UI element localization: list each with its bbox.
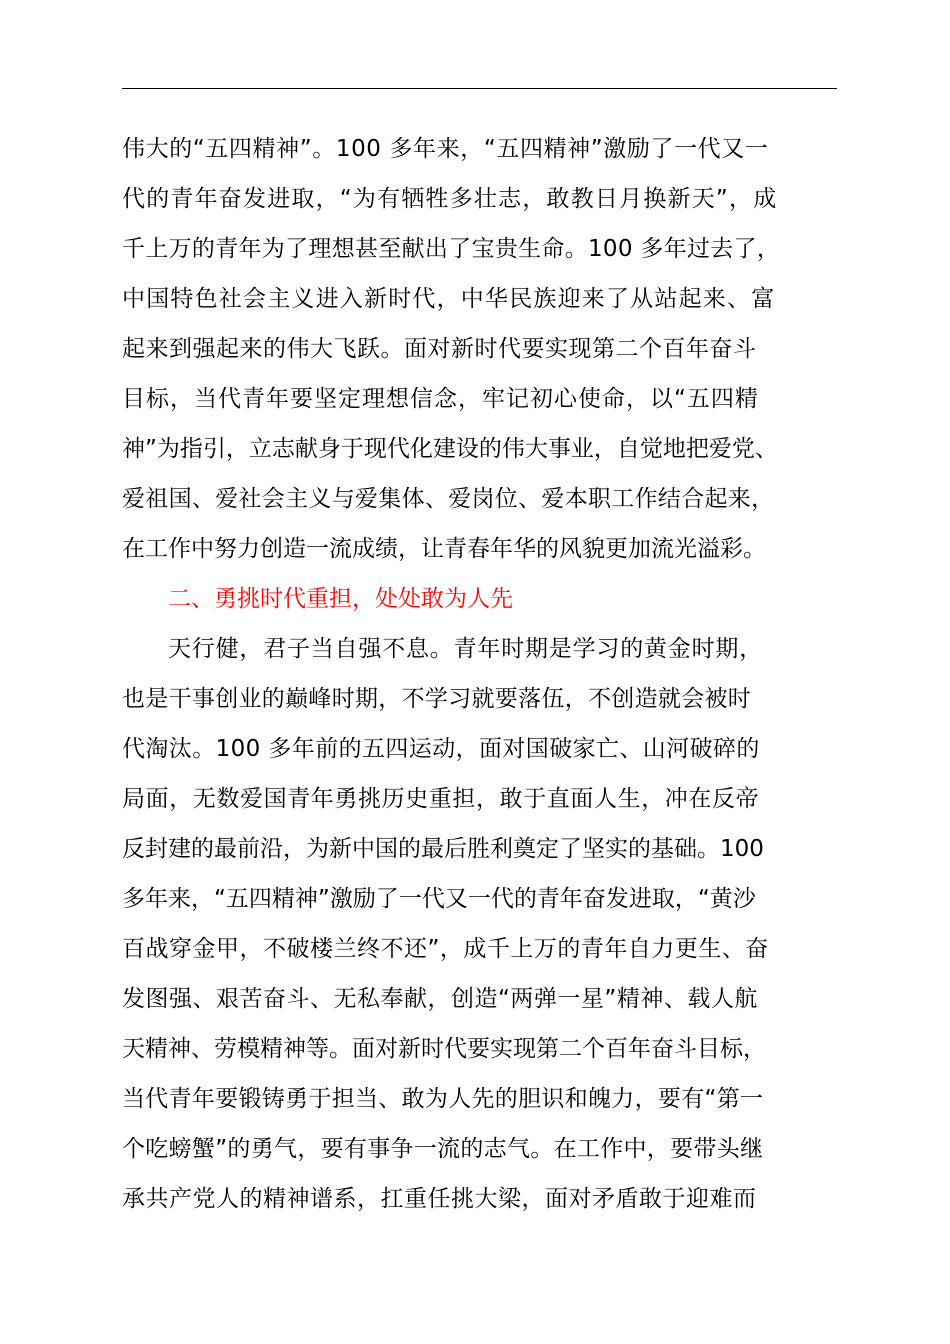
text-line: 天精神、劳模精神等。面对新时代要实现第二个百年奋斗目标，	[122, 1036, 766, 1062]
text-line: 也是干事创业的巅峰时期，不学习就要落伍，不创造就会被时	[122, 686, 752, 712]
header-rule	[122, 88, 837, 89]
text-line: 中国特色社会主义进入新时代，中华民族迎来了从站起来、富	[122, 286, 776, 312]
text-line: 神”为指引，立志献身于现代化建设的伟大事业，自觉地把爱党、	[122, 436, 778, 462]
text-line: 千上万的青年为了理想甚至献出了宝贵生命。100 多年过去了，	[122, 236, 781, 262]
text-line: 代淘汰。100 多年前的五四运动，面对国破家亡、山河破碎的	[122, 736, 760, 762]
text-line: 伟大的“五四精神”。100 多年来，“五四精神”激励了一代又一	[122, 136, 769, 162]
text-line: 个吃螃蟹”的勇气，要有事争一流的志气。在工作中，要带头继	[122, 1136, 764, 1162]
text-line: 百战穿金甲，不破楼兰终不还”，成千上万的青年自力更生、奋	[122, 936, 769, 962]
text-line: 多年来，“五四精神”激励了一代又一代的青年奋发进取，“黄沙	[122, 886, 756, 912]
text-line: 爱祖国、爱社会主义与爱集体、爱岗位、爱本职工作结合起来，	[122, 486, 775, 512]
text-line: 起来到强起来的伟大飞跃。面对新时代要实现第二个百年奋斗	[122, 336, 757, 362]
text-line: 天行健，君子当自强不息。青年时期是学习的黄金时期，	[168, 636, 763, 662]
text-line: 反封建的最前沿，为新中国的最后胜利奠定了坚实的基础。100	[122, 836, 764, 862]
text-line: 在工作中努力创造一流成绩，让青春年华的风貌更加流光溢彩。	[122, 536, 766, 562]
text-line: 局面，无数爱国青年勇挑历史重担，敢于直面人生，冲在反帝	[122, 786, 760, 812]
text-line: 代的青年奋发进取，“为有牺牲多壮志，敢教日月换新天”，成	[122, 186, 778, 212]
text-line: 发图强、艰苦奋斗、无私奉献，创造“两弹一星”精神、载人航	[122, 986, 758, 1012]
body-text	[122, 124, 862, 1224]
text-line: 承共产党人的精神谱系，扛重任挑大梁，面对矛盾敢于迎难而	[122, 1186, 757, 1212]
section-heading: 二、勇挑时代重担，处处敢为人先	[168, 586, 513, 612]
text-line: 目标，当代青年要坚定理想信念，牢记初心使命，以“五四精	[122, 386, 759, 412]
text-line: 当代青年要锻铸勇于担当、敢为人先的胆识和魄力，要有“第一	[122, 1086, 764, 1112]
